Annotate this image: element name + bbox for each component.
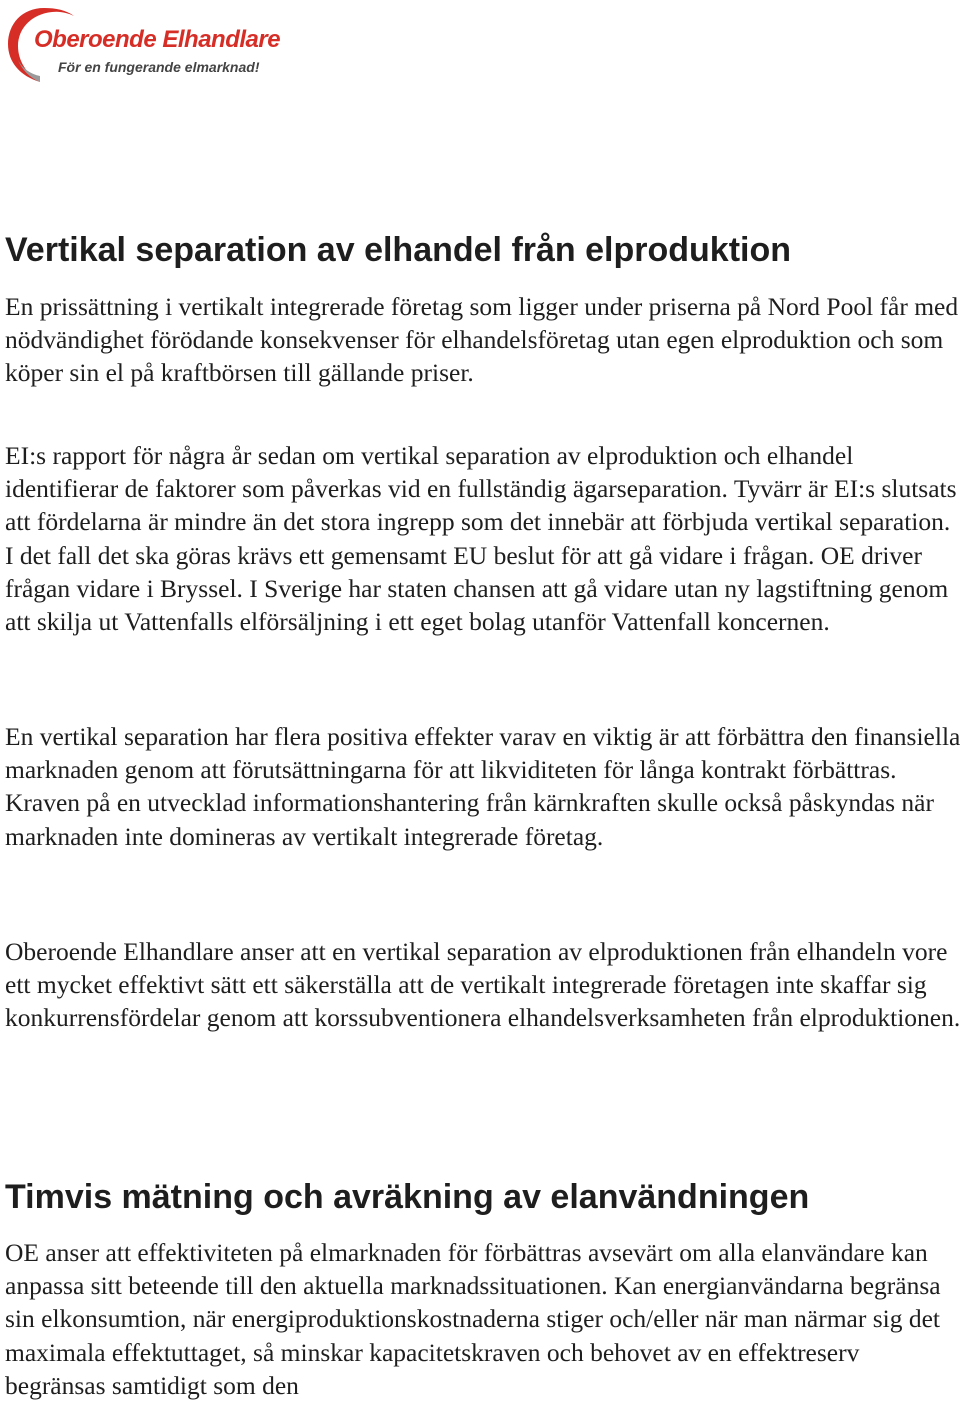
- section-heading-hourly-metering: Timvis mätning och avräkning av elanvändningen: [5, 1178, 810, 1216]
- paragraph: En prissättning i vertikalt integrerade företag som ligger under priserna på Nord Pool får med nödvändighet förödande konsekvenser för elhandelsföretag utan egen elproduktion och som köper sin el på kraftbörsen till gällande priser.: [5, 292, 959, 388]
- company-logo: [4, 2, 304, 88]
- section-heading-vertical-separation: Vertikal separation av elhandel från elproduktion: [5, 231, 792, 269]
- logo-tagline: För en fungerande elmarknad!: [58, 59, 260, 75]
- paragraph: EI:s rapport för några år sedan om vertikal separation av elproduktion och elhandel identifierar de faktorer som påverkas vid en fullständig ägarseparation. Tyvärr är EI:s slutsats att fördelarna är mindre än det stora ingrepp som det innebär att förbjuda vertikal separation. I det fall det ska göras krävs ett gemensamt EU beslut för att gå vidare i frågan. OE driver frågan vidare i Bryssel. I Sverige har staten chansen att gå vidare utan ny lagstiftning genom att skilja ut Vattenfalls elförsäljning i ett eget bolag utanför Vattenfall koncernen.: [5, 441, 957, 637]
- paragraph: En vertikal separation har flera positiva effekter varav en viktig är att förbättra den finansiella marknaden genom att förutsättningarna för att likviditeten för långa kontrakt förbättras. Kraven på en utvecklad informationshantering från kärnkraften skulle också påskyndas när marknaden inte domineras av vertikalt integrerade företag.: [5, 722, 960, 851]
- logo-name: Oberoende Elhandlare: [34, 26, 281, 53]
- paragraph: Oberoende Elhandlare anser att en vertikal separation av elproduktionen från elhandeln vore ett mycket effektivt sätt ett säkerställa att de vertikalt integrerade företagen inte skaffar sig konkurrensfördelar genom att korssubventionera elhandelsverksamheten från elproduktionen.: [5, 937, 960, 1033]
- paragraph: OE anser att effektiviteten på elmarknaden för förbättras avsevärt om alla elanvändare kan anpassa sitt beteende till den aktuella marknadssituationen. Kan energianvändarna begränsa sin elkonsumtion, när energiproduktionskostnaderna stiger och/eller när man närmar sig det maximala effektuttaget, så minskar kapacitetskraven och behovet av en effektreserv begränsas samtidigt som den: [5, 1238, 941, 1400]
